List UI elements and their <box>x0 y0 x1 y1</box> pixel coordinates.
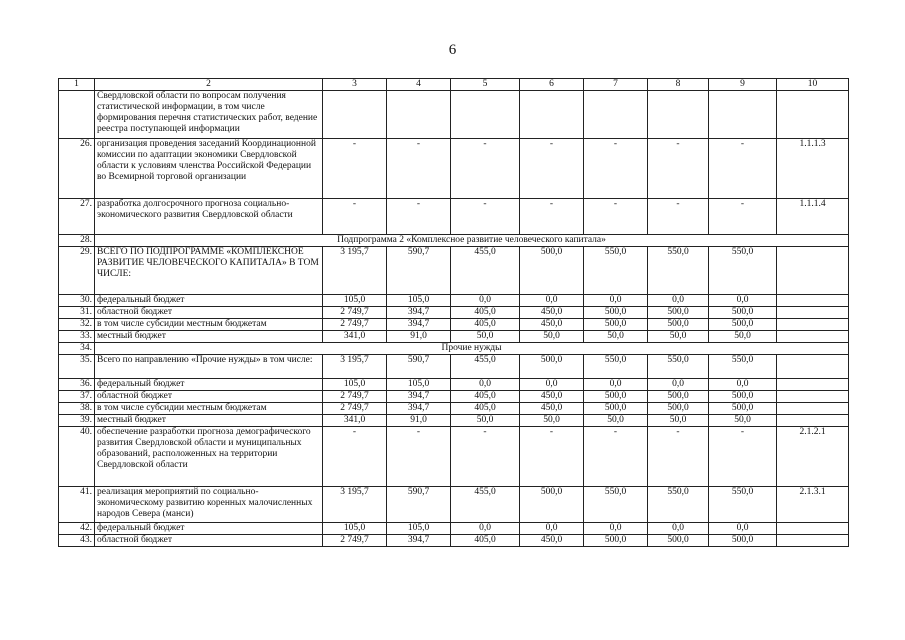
row-description: федеральный бюджет <box>95 523 323 535</box>
value-cell <box>648 91 709 139</box>
row-number: 35. <box>59 355 95 379</box>
value-cell: 405,0 <box>451 535 520 547</box>
row-number: 40. <box>59 427 95 487</box>
row-description: местный бюджет <box>95 415 323 427</box>
value-cell <box>387 91 451 139</box>
column-header: 5 <box>451 79 520 91</box>
value-cell: 0,0 <box>584 379 648 391</box>
value-cell: 2 749,7 <box>323 403 387 415</box>
section-title: Прочие нужды <box>95 343 849 355</box>
value-cell: 500,0 <box>584 535 648 547</box>
value-cell: 105,0 <box>323 295 387 307</box>
page-number: 6 <box>448 42 457 58</box>
value-cell: 500,0 <box>584 307 648 319</box>
value-cell <box>584 91 648 139</box>
value-cell: 91,0 <box>387 415 451 427</box>
value-cell: 590,7 <box>387 355 451 379</box>
value-cell: 2 749,7 <box>323 535 387 547</box>
table-row <box>59 523 849 535</box>
value-cell: - <box>709 427 777 487</box>
row-code: 1.1.1.3 <box>777 139 849 199</box>
row-code <box>777 379 849 391</box>
value-cell: 550,0 <box>648 355 709 379</box>
value-cell: 550,0 <box>648 487 709 523</box>
value-cell: 50,0 <box>648 331 709 343</box>
value-cell: 394,7 <box>387 535 451 547</box>
value-cell: 105,0 <box>323 379 387 391</box>
row-number: 42. <box>59 523 95 535</box>
row-description: реализация мероприятий по социально-экономическому развитию коренных малочисленных народов Севера (манси) <box>95 487 323 523</box>
row-number: 33. <box>59 331 95 343</box>
value-cell: 500,0 <box>648 535 709 547</box>
value-cell: 50,0 <box>451 331 520 343</box>
value-cell: 500,0 <box>520 247 584 295</box>
column-header: 7 <box>584 79 648 91</box>
value-cell: - <box>451 199 520 235</box>
value-cell: 0,0 <box>709 379 777 391</box>
row-number: 28. <box>59 235 95 247</box>
value-cell: 50,0 <box>520 331 584 343</box>
value-cell: 0,0 <box>584 523 648 535</box>
row-code <box>777 355 849 379</box>
value-cell: 50,0 <box>709 331 777 343</box>
value-cell: 0,0 <box>648 379 709 391</box>
value-cell: 500,0 <box>709 403 777 415</box>
value-cell: 405,0 <box>451 391 520 403</box>
value-cell: 105,0 <box>387 295 451 307</box>
budget-table <box>58 78 849 547</box>
section-title: Подпрограмма 2 «Комплексное развитие человеческого капитала» <box>95 235 849 247</box>
row-number: 34. <box>59 343 95 355</box>
value-cell: 0,0 <box>520 295 584 307</box>
value-cell: 105,0 <box>387 379 451 391</box>
table-row <box>59 427 849 487</box>
value-cell: 0,0 <box>520 523 584 535</box>
table-row <box>59 403 849 415</box>
row-description: областной бюджет <box>95 391 323 403</box>
value-cell: 500,0 <box>584 319 648 331</box>
value-cell: 450,0 <box>520 319 584 331</box>
value-cell: 0,0 <box>709 295 777 307</box>
column-header: 1 <box>59 79 95 91</box>
value-cell <box>709 91 777 139</box>
value-cell: 0,0 <box>709 523 777 535</box>
value-cell: 50,0 <box>520 415 584 427</box>
value-cell: 590,7 <box>387 487 451 523</box>
value-cell: 450,0 <box>520 307 584 319</box>
table-row <box>59 319 849 331</box>
table-row <box>59 199 849 235</box>
value-cell: - <box>648 427 709 487</box>
section-row <box>59 235 849 247</box>
value-cell: - <box>648 199 709 235</box>
row-number: 26. <box>59 139 95 199</box>
value-cell: 341,0 <box>323 415 387 427</box>
value-cell: 0,0 <box>520 379 584 391</box>
value-cell: - <box>584 199 648 235</box>
value-cell: 394,7 <box>387 391 451 403</box>
value-cell: 405,0 <box>451 307 520 319</box>
value-cell: 91,0 <box>387 331 451 343</box>
value-cell: - <box>584 427 648 487</box>
row-code: 2.1.3.1 <box>777 487 849 523</box>
value-cell: 550,0 <box>709 355 777 379</box>
value-cell: 550,0 <box>709 247 777 295</box>
value-cell: - <box>451 139 520 199</box>
value-cell: 405,0 <box>451 319 520 331</box>
row-number: 41. <box>59 487 95 523</box>
row-code <box>777 403 849 415</box>
row-description: областной бюджет <box>95 535 323 547</box>
row-code <box>777 319 849 331</box>
row-code <box>777 415 849 427</box>
value-cell: 450,0 <box>520 391 584 403</box>
value-cell: 500,0 <box>520 355 584 379</box>
value-cell: 455,0 <box>451 247 520 295</box>
value-cell: 3 195,7 <box>323 355 387 379</box>
value-cell: 500,0 <box>648 391 709 403</box>
value-cell: 500,0 <box>709 535 777 547</box>
table-row <box>59 331 849 343</box>
row-number: 43. <box>59 535 95 547</box>
table-row <box>59 379 849 391</box>
column-header: 10 <box>777 79 849 91</box>
value-cell: - <box>323 199 387 235</box>
table-row <box>59 535 849 547</box>
value-cell: 0,0 <box>451 379 520 391</box>
row-description: Всего по направлению «Прочие нужды» в том числе: <box>95 355 323 379</box>
value-cell: - <box>709 139 777 199</box>
value-cell: 500,0 <box>648 307 709 319</box>
value-cell: 500,0 <box>648 319 709 331</box>
section-row <box>59 343 849 355</box>
value-cell <box>323 91 387 139</box>
row-code <box>777 391 849 403</box>
row-description: обеспечение разработки прогноза демографического развития Свердловской области и муниципальных образований, расположенных на территории Свердловской области <box>95 427 323 487</box>
value-cell: 105,0 <box>387 523 451 535</box>
value-cell: - <box>451 427 520 487</box>
row-description: ВСЕГО ПО ПОДПРОГРАММЕ «КОМПЛЕКСНОЕ РАЗВИТИЕ ЧЕЛОВЕЧЕСКОГО КАПИТАЛА» В ТОМ ЧИСЛЕ: <box>95 247 323 295</box>
value-cell: 394,7 <box>387 307 451 319</box>
row-number: 36. <box>59 379 95 391</box>
row-number: 38. <box>59 403 95 415</box>
value-cell: - <box>709 199 777 235</box>
table-row <box>59 247 849 295</box>
table-row <box>59 139 849 199</box>
row-code <box>777 295 849 307</box>
value-cell: 550,0 <box>584 247 648 295</box>
value-cell: 450,0 <box>520 403 584 415</box>
row-code <box>777 535 849 547</box>
column-header: 9 <box>709 79 777 91</box>
value-cell: 2 749,7 <box>323 391 387 403</box>
column-header: 8 <box>648 79 709 91</box>
row-number: 30. <box>59 295 95 307</box>
row-number: 37. <box>59 391 95 403</box>
value-cell: 50,0 <box>584 331 648 343</box>
value-cell: 394,7 <box>387 319 451 331</box>
value-cell: 550,0 <box>648 247 709 295</box>
row-code <box>777 523 849 535</box>
row-description: в том числе субсидии местным бюджетам <box>95 403 323 415</box>
value-cell: 0,0 <box>648 523 709 535</box>
value-cell: 500,0 <box>709 307 777 319</box>
table-row <box>59 91 849 139</box>
row-code <box>777 307 849 319</box>
value-cell: - <box>584 139 648 199</box>
row-description: федеральный бюджет <box>95 295 323 307</box>
row-number: 27. <box>59 199 95 235</box>
table-row <box>59 391 849 403</box>
table-header-row <box>59 79 849 91</box>
value-cell: 550,0 <box>709 487 777 523</box>
row-description: Свердловской области по вопросам получения статистической информации, в том числе формирования перечня статистических работ, ведение реестра поступающей информации <box>95 91 323 139</box>
value-cell: 3 195,7 <box>323 487 387 523</box>
value-cell: - <box>520 427 584 487</box>
value-cell: - <box>323 139 387 199</box>
value-cell: - <box>387 139 451 199</box>
column-header: 2 <box>95 79 323 91</box>
value-cell: 0,0 <box>451 295 520 307</box>
table-row <box>59 415 849 427</box>
row-description: разработка долгосрочного прогноза социально-экономического развития Свердловской области <box>95 199 323 235</box>
value-cell: 0,0 <box>584 295 648 307</box>
row-code <box>777 247 849 295</box>
row-code <box>777 331 849 343</box>
value-cell: 50,0 <box>709 415 777 427</box>
value-cell: 105,0 <box>323 523 387 535</box>
value-cell: 500,0 <box>584 391 648 403</box>
row-number: 29. <box>59 247 95 295</box>
row-description: организация проведения заседаний Координационной комиссии по адаптации экономики Свердловской области к условиям членства Российской Федерации во Всемирной торговой организации <box>95 139 323 199</box>
value-cell: - <box>323 427 387 487</box>
row-number <box>59 91 95 139</box>
value-cell: 50,0 <box>451 415 520 427</box>
row-code: 1.1.1.4 <box>777 199 849 235</box>
row-description: в том числе субсидии местным бюджетам <box>95 319 323 331</box>
value-cell: 500,0 <box>648 403 709 415</box>
table-row <box>59 487 849 523</box>
row-number: 31. <box>59 307 95 319</box>
value-cell: 550,0 <box>584 487 648 523</box>
value-cell: - <box>520 199 584 235</box>
row-description: федеральный бюджет <box>95 379 323 391</box>
value-cell: 455,0 <box>451 487 520 523</box>
value-cell <box>451 91 520 139</box>
row-description: областной бюджет <box>95 307 323 319</box>
row-number: 32. <box>59 319 95 331</box>
value-cell: - <box>648 139 709 199</box>
value-cell: 500,0 <box>709 319 777 331</box>
value-cell: 3 195,7 <box>323 247 387 295</box>
value-cell: 0,0 <box>648 295 709 307</box>
value-cell: - <box>387 199 451 235</box>
value-cell: 394,7 <box>387 403 451 415</box>
value-cell: 455,0 <box>451 355 520 379</box>
row-code: 2.1.2.1 <box>777 427 849 487</box>
row-number: 39. <box>59 415 95 427</box>
value-cell: 405,0 <box>451 403 520 415</box>
table-row <box>59 307 849 319</box>
value-cell: 500,0 <box>584 403 648 415</box>
column-header: 3 <box>323 79 387 91</box>
column-header: 6 <box>520 79 584 91</box>
column-header: 4 <box>387 79 451 91</box>
value-cell: 50,0 <box>648 415 709 427</box>
table-row <box>59 295 849 307</box>
value-cell: - <box>387 427 451 487</box>
value-cell: 50,0 <box>584 415 648 427</box>
value-cell: 590,7 <box>387 247 451 295</box>
row-description: местный бюджет <box>95 331 323 343</box>
value-cell: 341,0 <box>323 331 387 343</box>
value-cell: - <box>520 139 584 199</box>
value-cell: 0,0 <box>451 523 520 535</box>
row-code <box>777 91 849 139</box>
value-cell: 500,0 <box>520 487 584 523</box>
table-row <box>59 355 849 379</box>
value-cell: 450,0 <box>520 535 584 547</box>
value-cell <box>520 91 584 139</box>
value-cell: 550,0 <box>584 355 648 379</box>
value-cell: 2 749,7 <box>323 307 387 319</box>
value-cell: 2 749,7 <box>323 319 387 331</box>
value-cell: 500,0 <box>709 391 777 403</box>
